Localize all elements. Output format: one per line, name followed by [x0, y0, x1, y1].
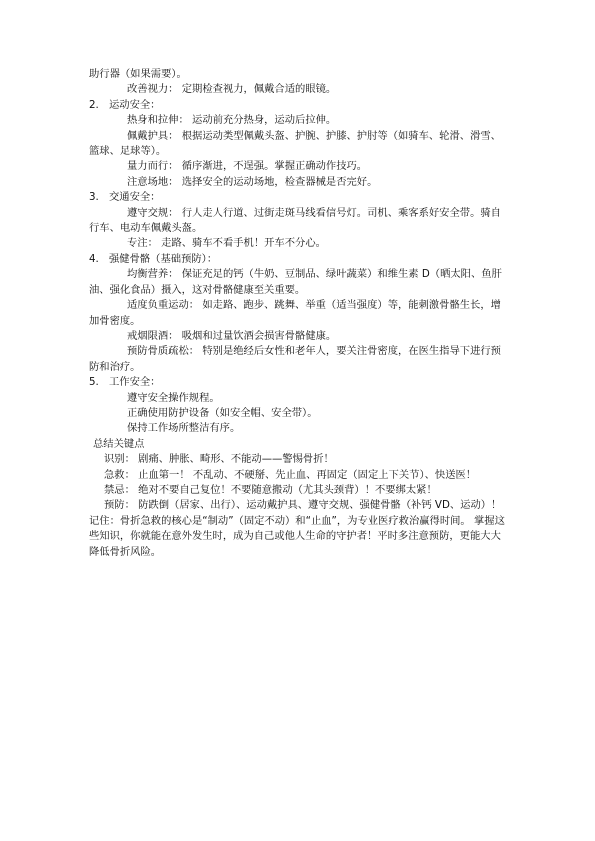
text-line: 预防骨质疏松： 特别是绝经后女性和老年人，要关注骨密度，在医生指导下进行预 [127, 345, 501, 358]
section-heading [89, 98, 509, 113]
text-line: 量力而行： 循序渐进，不逞强。掌握正确动作技巧。 [127, 160, 368, 173]
text-line: 遵守安全操作规程。 [127, 391, 220, 404]
remember-line: 降低骨折风险。 [89, 545, 162, 558]
remember-line: 记住：骨折急救的核心是“制动”（固定不动）和“止血”，为专业医疗救治赢得时间。 掌握这 [89, 514, 505, 527]
text-line: 均衡营养： 保证充足的钙（牛奶、豆制品、绿叶蔬菜）和维生素 D（晒太阳、鱼肝 [127, 268, 502, 281]
section-heading [89, 190, 509, 205]
text-line: 改善视力： 定期检查视力，佩戴合适的眼镜。 [127, 83, 337, 96]
section-title: 工作安全： [109, 376, 161, 389]
summary-item: 预防： 防跌倒（居家、出行）、运动戴护具、遵守交规、强健骨骼（补钙 VD、运动）！ [104, 499, 502, 512]
text-line: 遵守交规： 行人走人行道、过街走斑马线看信号灯。司机、乘客系好安全带。骑自 [127, 206, 501, 219]
text-line: 佩戴护具： 根据运动类型佩戴头盔、护腕、护膝、护肘等（如骑车、轮滑、滑雪、 [127, 129, 501, 142]
section-number: 5. [89, 376, 99, 389]
text-line: 保持工作场所整洁有序。 [127, 422, 241, 435]
text-line: 正确使用防护设备（如安全帽、安全带）。 [127, 406, 318, 419]
summary-item: 识别： 剧痛、肿胀、畸形、不能动——警惕骨折！ [104, 453, 334, 466]
text-line: 适度负重运动： 如走路、跑步、跳舞、举重（适当强度）等，能刺激骨骼生长，增 [127, 299, 501, 312]
text-line: 防和治疗。 [89, 360, 141, 373]
summary-item: 急救： 止血第一！ 不乱动、不硬掰、先止血、再固定（固定上下关节）、快送医！ [104, 468, 477, 481]
text-line: 加骨密度。 [89, 314, 141, 327]
text-line: 油、强化食品）摄入，这对骨骼健康至关重要。 [89, 283, 306, 296]
text-line: 专注： 走路、骑车不看手机！开车不分心。 [127, 237, 326, 250]
section-heading [89, 252, 509, 267]
section-heading [89, 375, 509, 390]
document-body [89, 67, 509, 560]
summary-heading: 总结关键点 [93, 437, 145, 450]
text-line: 篮球、足球等）。 [89, 145, 167, 158]
section-title: 运动安全： [109, 98, 161, 111]
section-number: 3. [89, 191, 99, 204]
section-number: 2. [89, 98, 99, 111]
remember-line: 些知识，你就能在意外发生时，成为自己或他人生命的守护者！平时多注意预防，更能大大 [89, 530, 501, 543]
text-line: 热身和拉伸： 运动前充分热身，运动后拉伸。 [127, 114, 337, 127]
section-title: 强健骨骼（基础预防）： [109, 252, 218, 265]
text-line: 助行器（如果需要）。 [89, 68, 187, 80]
text-line: 戒烟限酒： 吸烟和过量饮酒会损害骨骼健康。 [127, 329, 337, 342]
text-line: 注意场地： 选择安全的运动场地，检查器械是否完好。 [127, 175, 378, 188]
section-title: 交通安全： [109, 191, 161, 204]
text-line: 行车、电动车佩戴头盔。 [89, 222, 203, 235]
section-number: 4. [89, 252, 99, 265]
summary-item: 禁忌： 绝对不要自己复位！不要随意搬动（尤其头颈背）！不要绑太紧！ [104, 483, 437, 496]
